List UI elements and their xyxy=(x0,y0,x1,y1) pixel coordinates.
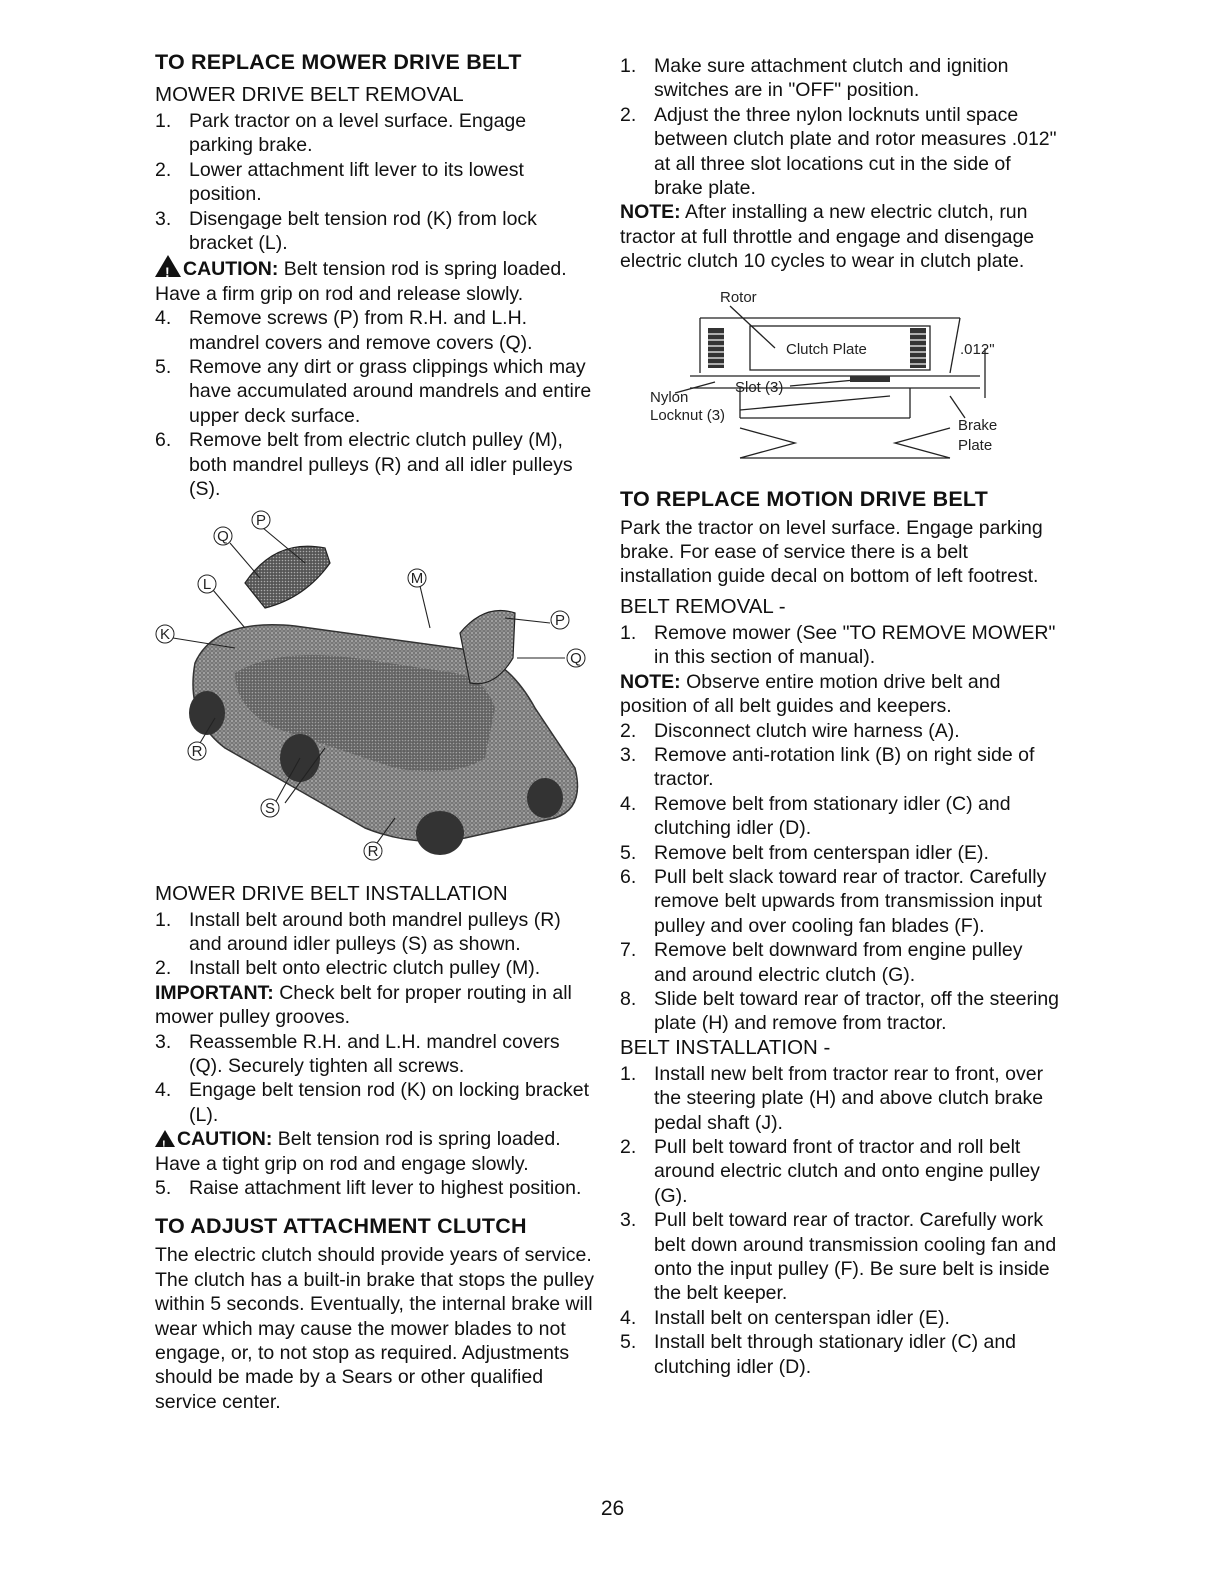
step-text: Engage belt tension rod (K) on locking bracket (L). xyxy=(189,1079,589,1126)
label-slot: Slot (3) xyxy=(735,378,784,396)
step-text: Park tractor on a level surface. Engage parking brake. xyxy=(189,110,527,157)
caution-label: CAUTION: xyxy=(183,258,279,281)
install-steps-c xyxy=(155,1176,595,1200)
step-number: 4. xyxy=(620,1306,637,1329)
callout-s: S xyxy=(264,799,276,817)
note-label: NOTE: xyxy=(620,201,681,224)
install-steps-b xyxy=(155,1030,595,1128)
caution-text: Belt tension rod is spring loaded. Have a tight grip on rod and engage slowly. xyxy=(155,1128,561,1175)
callout-m: M xyxy=(410,569,424,587)
install-steps-a xyxy=(155,908,595,981)
clutch-paragraph: The electric clutch should provide years of service. The clutch has a built-in brake that stops the pulley within 5 seconds. Eventually, the internal brake will wear which may cause the mower blades to not engage, or, to not stop as required. Adjustments should be made by a Sears or other qualified service center. xyxy=(155,1244,594,1413)
callout-p2: P xyxy=(554,611,566,629)
step-number: 1. xyxy=(155,908,172,931)
list-item xyxy=(620,103,1060,201)
list-item xyxy=(620,1306,1060,1330)
warning-icon: ! xyxy=(155,255,181,277)
list-item xyxy=(155,908,595,957)
step-text: Remove belt from electric clutch pulley (M), both mandrel pulleys (R) and all idler pulleys (S). xyxy=(189,429,573,501)
page-number: 26 xyxy=(600,1497,625,1520)
step-text: Install belt on centerspan idler (E). xyxy=(654,1306,950,1329)
step-number: 4. xyxy=(155,1079,172,1102)
list-item xyxy=(155,207,595,256)
step-number: 2. xyxy=(155,158,172,181)
step-number: 2. xyxy=(155,957,172,980)
right-column xyxy=(620,50,1060,1379)
label-brake: Brake xyxy=(958,416,998,434)
note-label: NOTE: xyxy=(620,670,681,693)
note-text: After installing a new electric clutch, run tractor at full throttle and engage and disengage electric clutch 10 cycles to wear in clutch plate. xyxy=(620,201,1035,273)
list-item xyxy=(620,719,1060,743)
motion-intro: Park the tractor on level surface. Engage parking brake. For ease of service there is a belt installation guide decal on bottom of left footrest. xyxy=(620,516,1043,588)
belt-removal-steps-b xyxy=(620,719,1060,1036)
removal-subtitle: MOWER DRIVE BELT REMOVAL xyxy=(155,83,464,106)
step-number: 3. xyxy=(620,1209,637,1232)
important-note xyxy=(155,981,595,1030)
callout-q1: Q xyxy=(217,527,229,545)
caution-text: Belt tension rod is spring loaded. Have a firm grip on rod and release slowly. xyxy=(155,258,567,305)
callout-l: L xyxy=(202,575,212,593)
step-number: 4. xyxy=(620,792,637,815)
list-item xyxy=(620,1208,1060,1306)
step-text: Pull belt toward rear of tractor. Carefully work belt down around transmission cooling fan and onto the input pulley (F). Be sure belt is inside the belt keeper. xyxy=(654,1209,1057,1305)
step-text: Install belt onto electric clutch pulley (M). xyxy=(189,957,541,980)
step-number: 1. xyxy=(155,110,172,132)
step-number: 6. xyxy=(620,865,637,888)
warning-icon: ! xyxy=(155,1130,175,1147)
caution-label: CAUTION: xyxy=(177,1128,273,1151)
step-text: Remove mower (See "TO REMOVE MOWER" in this section of manual). xyxy=(654,621,1056,669)
step-number: 5. xyxy=(620,841,637,864)
step-text: Raise attachment lift lever to highest position. xyxy=(189,1176,582,1199)
step-text: Reassemble R.H. and L.H. mandrel covers (Q). Securely tighten all screws. xyxy=(189,1030,560,1077)
heading-replace-mower-drive-belt: TO REPLACE MOWER DRIVE BELT xyxy=(155,50,522,74)
step-text: Remove any dirt or grass clippings which may have accumulated around mandrels and entire upper deck surface. xyxy=(189,356,592,427)
list-item xyxy=(155,956,595,980)
list-item xyxy=(620,1135,1060,1208)
step-text: Slide belt toward rear of tractor, off the steering plate (H) and remove from tractor. xyxy=(654,987,1060,1035)
step-text: Make sure attachment clutch and ignition switches are in "OFF" position. xyxy=(654,55,1009,102)
list-item xyxy=(155,1030,595,1079)
step-text: Install belt through stationary idler (C) and clutching idler (D). xyxy=(654,1331,1017,1378)
list-item xyxy=(155,109,595,158)
callout-r1: R xyxy=(191,742,203,760)
removal-steps-a xyxy=(155,109,595,255)
step-number: 7. xyxy=(620,939,637,962)
step-text: Disconnect clutch wire harness (A). xyxy=(654,719,960,742)
step-text: Remove belt from centerspan idler (E). xyxy=(654,841,989,864)
note-observe xyxy=(620,670,1060,719)
list-item xyxy=(155,306,595,355)
note-new-clutch xyxy=(620,200,1060,273)
step-number: 3. xyxy=(155,1030,172,1053)
list-item xyxy=(155,355,595,428)
list-item xyxy=(620,792,1060,841)
step-number: 3. xyxy=(620,743,637,766)
step-text: Remove belt from stationary idler (C) and clutching idler (D). xyxy=(654,792,1011,840)
callout-r2: R xyxy=(367,842,379,860)
belt-removal-steps-a xyxy=(620,621,1060,670)
step-number: 2. xyxy=(620,719,637,742)
step-text: Remove anti-rotation link (B) on right side of tractor. xyxy=(654,743,1035,791)
step-text: Pull belt slack toward rear of tractor. Carefully remove belt upwards from transmission input pulley and over cooling fan blades (F). xyxy=(654,865,1047,937)
step-text: Install new belt from tractor rear to front, over the steering plate (H) and above clutch brake pedal shaft (J). xyxy=(654,1062,1044,1134)
step-number: 5. xyxy=(155,356,172,379)
step-text: Install belt around both mandrel pulleys (R) and around idler pulleys (S) as shown. xyxy=(189,908,561,955)
step-number: 2. xyxy=(620,103,637,126)
label-locknut: Locknut (3) xyxy=(650,406,726,424)
step-text: Adjust the three nylon locknuts until space between clutch plate and rotor measures .012" at all three slot locations cut in the side of brake plate. xyxy=(654,103,1057,200)
heading-adjust-attachment-clutch: TO ADJUST ATTACHMENT CLUTCH xyxy=(155,1214,527,1239)
callout-p1: P xyxy=(255,511,267,529)
callout-k: K xyxy=(159,625,171,643)
belt-install-subtitle: BELT INSTALLATION - xyxy=(620,1035,831,1059)
label-plate: Plate xyxy=(958,436,993,454)
step-text: Pull belt toward front of tractor and roll belt around electric clutch and onto engine pulley (G). xyxy=(654,1136,1040,1207)
heading-replace-motion-drive-belt: TO REPLACE MOTION DRIVE BELT xyxy=(620,486,988,511)
list-item xyxy=(155,1176,595,1200)
list-item xyxy=(620,1330,1060,1379)
list-item xyxy=(620,938,1060,987)
step-number: 5. xyxy=(155,1176,172,1199)
install-subtitle: MOWER DRIVE BELT INSTALLATION xyxy=(155,881,508,905)
list-item xyxy=(620,621,1060,670)
list-item xyxy=(155,158,595,207)
caution-note-1 xyxy=(155,255,595,306)
list-item xyxy=(620,841,1060,865)
label-clutch-plate: Clutch Plate xyxy=(786,340,867,358)
clutch-steps xyxy=(620,54,1060,200)
caution-note-2 xyxy=(155,1127,595,1176)
important-text: Check belt for proper routing in all mower pulley grooves. xyxy=(155,981,572,1029)
step-text: Lower attachment lift lever to its lowest position. xyxy=(189,158,524,206)
step-number: 6. xyxy=(155,429,172,452)
removal-steps-b xyxy=(155,306,595,501)
step-number: 2. xyxy=(620,1136,637,1158)
list-item xyxy=(155,1078,595,1127)
list-item xyxy=(155,428,595,501)
step-text: Remove screws (P) from R.H. and L.H. mandrel covers and remove covers (Q). xyxy=(189,307,533,354)
label-gap: .012" xyxy=(960,340,995,358)
label-rotor: Rotor xyxy=(720,288,757,306)
step-number: 1. xyxy=(620,55,637,77)
step-number: 4. xyxy=(155,307,172,330)
left-column xyxy=(155,50,595,1414)
note-text: Observe entire motion drive belt and position of all belt guides and keepers. xyxy=(620,670,1001,718)
important-label: IMPORTANT: xyxy=(155,981,274,1004)
step-number: 1. xyxy=(620,621,637,644)
step-text: Disengage belt tension rod (K) from lock bracket (L). xyxy=(189,207,537,255)
belt-removal-subtitle: BELT REMOVAL - xyxy=(620,594,786,618)
list-item xyxy=(620,54,1060,103)
label-nylon: Nylon xyxy=(650,388,689,406)
step-number: 5. xyxy=(620,1331,637,1354)
clutch-diagram xyxy=(620,288,1060,473)
list-item xyxy=(620,865,1060,938)
list-item xyxy=(620,743,1060,792)
belt-install-steps xyxy=(620,1062,1060,1379)
step-number: 8. xyxy=(620,987,637,1010)
callout-q2: Q xyxy=(570,649,582,667)
step-number: 3. xyxy=(155,207,172,230)
list-item xyxy=(620,987,1060,1036)
list-item xyxy=(620,1062,1060,1135)
mower-deck-figure xyxy=(155,508,595,878)
step-text: Remove belt downward from engine pulley and around electric clutch (G). xyxy=(654,939,1023,986)
step-number: 1. xyxy=(620,1062,637,1085)
